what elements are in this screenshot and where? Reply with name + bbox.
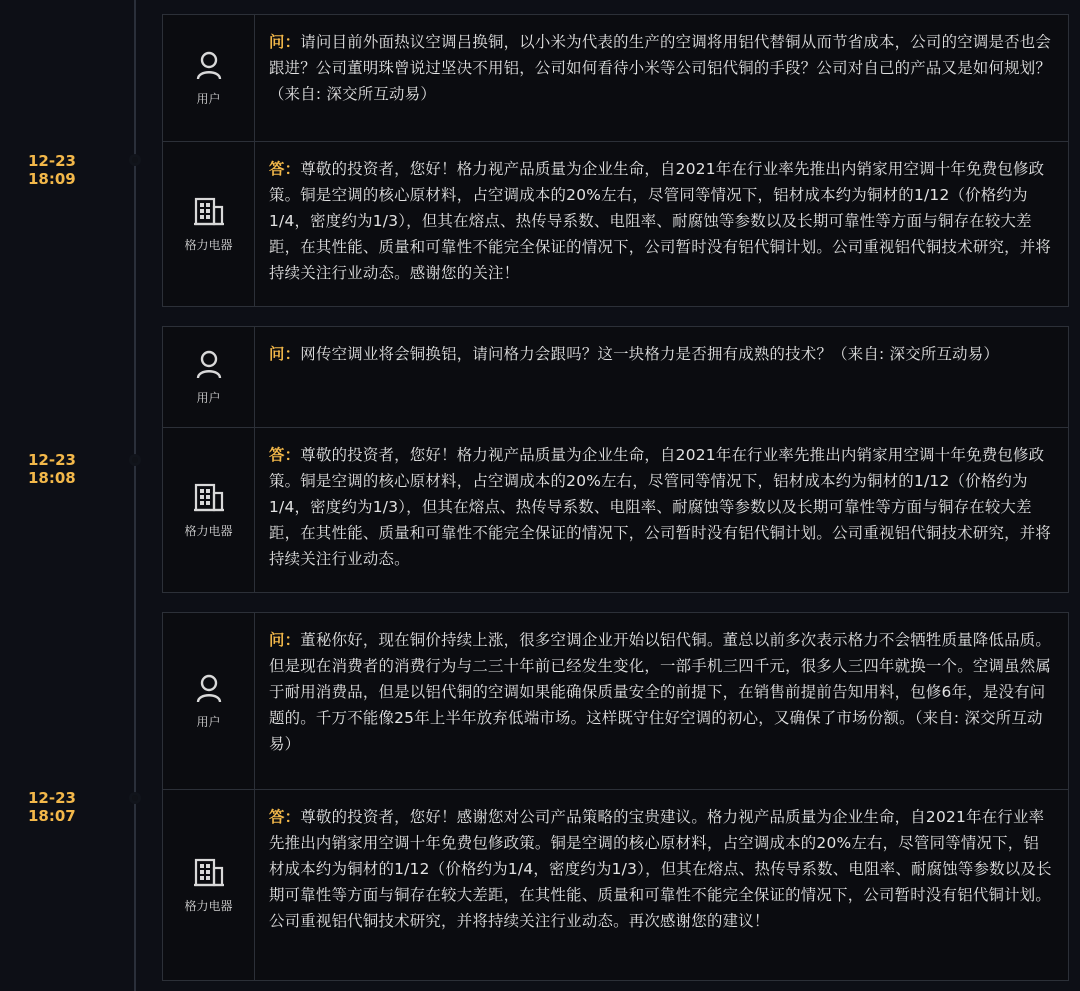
answer-prefix: 答：: [269, 808, 301, 826]
user-icon: [195, 673, 223, 707]
qa-card: [162, 14, 1069, 307]
answer-row: [163, 142, 1068, 306]
user-icon: [195, 349, 223, 383]
answer-text: [255, 790, 1068, 980]
user-icon: [195, 50, 223, 84]
company-label: 格力电器: [184, 237, 233, 252]
user-avatar: [163, 327, 255, 427]
question-body: 网传空调业将会铜换铝，请问格力会跟吗？这一块格力是否拥有成熟的技术？（来自: 深交所互动易）: [300, 345, 1000, 363]
question-prefix: 问：: [269, 33, 301, 51]
answer-row: [163, 790, 1068, 980]
answer-body: 尊敬的投资者，您好！格力视产品质量为企业生命，自2021年在行业率先推出内销家用空调十年免费包修政策。铜是空调的核心原材料，占空调成本的20%左右，尽管同等情况下，铝材成本约为铜材的1/12（价格约为1/4，密度约为1/3），但其在熔点、热传导系数、电阻率、耐腐蚀等参数以及长期可靠性等方面与铜存在较大差距，在其性能、质量和可靠性不能完全保证的情况下，公司暂时没有铝代铜计划。公司重视铝代铜技术研究，并将持续关注行业动态。: [269, 446, 1052, 568]
question-row: [163, 613, 1068, 790]
user-avatar: [163, 613, 255, 789]
answer-prefix: 答：: [269, 446, 301, 464]
answer-text: [255, 428, 1068, 592]
timeline-dot: [129, 154, 141, 166]
timestamp: 12-23 18:07: [28, 789, 76, 825]
question-text: [255, 15, 1068, 141]
building-icon: [193, 196, 225, 230]
question-body: 董秘你好，现在铜价持续上涨，很多空调企业开始以铝代铜。董总以前多次表示格力不会牺牲质量降低品质。但是现在消费者的消费行为与二三十年前已经发生变化，一部手机三四千元，很多人三四年就换一个。空调虽然属于耐用消费品，但是以铝代铜的空调如果能确保质量安全的前提下，在销售前提前告知用料，包修6年，是没有问题的。千万不能像25年上半年放弃低端市场。这样既守住好空调的初心，又确保了市场份额。（来自: 深交所互动易）: [269, 631, 1052, 753]
answer-text: [255, 142, 1068, 306]
company-label: 格力电器: [184, 898, 233, 913]
company-avatar: [163, 428, 255, 592]
user-label: 用户: [196, 390, 221, 405]
building-icon: [193, 482, 225, 516]
timeline-line: [134, 0, 136, 991]
qa-card: [162, 326, 1069, 593]
question-body: 请问目前外面热议空调吕换铜，以小米为代表的生产的空调将用铝代替铜从而节省成本，公司的空调是否也会跟进？公司董明珠曾说过坚决不用铝，公司如何看待小米等公司铝代铜的手段？公司对自己的产品又是如何规划？（来自: 深交所互动易）: [269, 33, 1052, 103]
company-label: 格力电器: [184, 523, 233, 538]
question-text: [255, 327, 1068, 427]
building-icon: [193, 857, 225, 891]
timeline-dot: [129, 454, 141, 466]
timestamp: 12-23 18:08: [28, 451, 76, 487]
user-avatar: [163, 15, 255, 141]
question-row: [163, 327, 1068, 428]
answer-prefix: 答：: [269, 160, 301, 178]
company-avatar: [163, 142, 255, 306]
answer-body: 尊敬的投资者，您好！格力视产品质量为企业生命，自2021年在行业率先推出内销家用空调十年免费包修政策。铜是空调的核心原材料，占空调成本的20%左右，尽管同等情况下，铝材成本约为铜材的1/12（价格约为1/4，密度约为1/3），但其在熔点、热传导系数、电阻率、耐腐蚀等参数以及长期可靠性等方面与铜存在较大差距，在其性能、质量和可靠性不能完全保证的情况下，公司暂时没有铝代铜计划。公司重视铝代铜技术研究，并将持续关注行业动态。感谢您的关注！: [269, 160, 1052, 282]
question-prefix: 问：: [269, 631, 301, 649]
answer-row: [163, 428, 1068, 592]
company-avatar: [163, 790, 255, 980]
question-row: [163, 15, 1068, 142]
user-label: 用户: [196, 91, 221, 106]
timestamp: 12-23 18:09: [28, 152, 76, 188]
question-text: [255, 613, 1068, 789]
user-label: 用户: [196, 714, 221, 729]
qa-card: [162, 612, 1069, 981]
answer-body: 尊敬的投资者，您好！感谢您对公司产品策略的宝贵建议。格力视产品质量为企业生命，自2021年在行业率先推出内销家用空调十年免费包修政策。铜是空调的核心原材料，占空调成本的20%左右，尽管同等情况下，铝材成本约为铜材的1/12（价格约为1/4，密度约为1/3），但其在熔点、热传导系数、电阻率、耐腐蚀等参数以及长期可靠性等方面与铜存在较大差距，在其性能、质量和可靠性不能完全保证的情况下，公司暂时没有铝代铜计划。公司重视铝代铜技术研究，并将持续关注行业动态。再次感谢您的建议！: [269, 808, 1052, 930]
question-prefix: 问：: [269, 345, 301, 363]
timeline-dot: [129, 792, 141, 804]
